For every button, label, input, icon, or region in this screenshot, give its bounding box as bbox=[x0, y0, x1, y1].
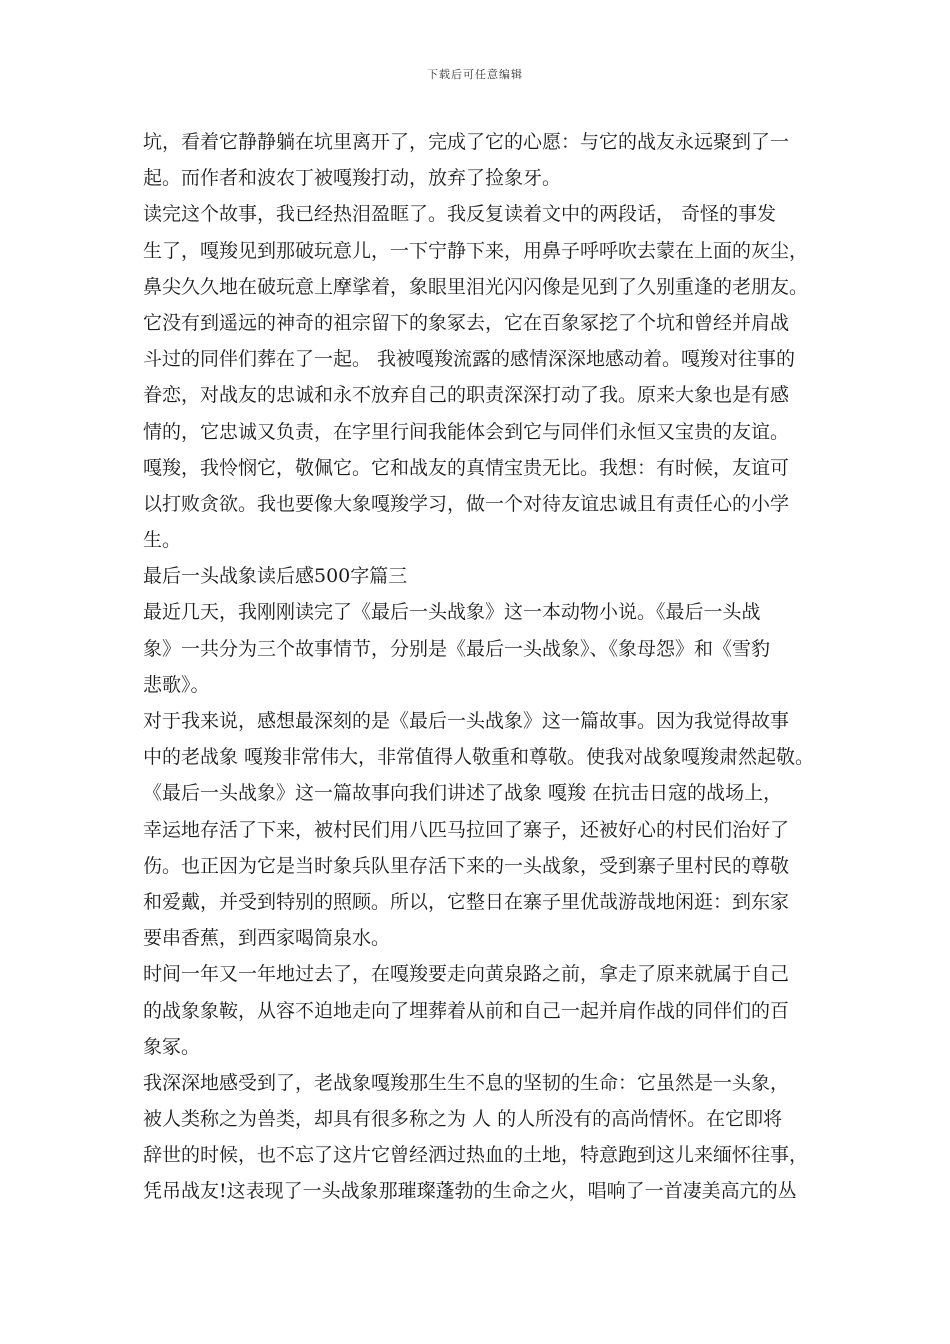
text-line: 嘎羧，我怜悯它，敬佩它。它和战友的真情宝贵无比。我想：有时候，友谊可 bbox=[143, 456, 790, 479]
text-line: 最近几天，我刚刚读完了《最后一头战象》这一本动物小说。《最后一头战 bbox=[143, 601, 761, 624]
text-line: 象》一共分为三个故事情节，分别是《最后一头战象》、《象母怨》和《雪豹 bbox=[143, 637, 771, 660]
text-line: 要串香蕉，到西家喝筒泉水。 bbox=[143, 927, 391, 950]
text-line: 生了，嘎羧见到那破玩意儿，一下宁静下来，用鼻子呼呼吹去蒙在上面的灰尘， bbox=[143, 239, 809, 262]
text-line: 时间一年又一年地过去了，在嘎羧要走向黄泉路之前，拿走了原来就属于自己 bbox=[143, 963, 790, 986]
text-line: 悲歌》。 bbox=[143, 673, 210, 696]
text-line: 凭吊战友!这表现了一头战象那璀璨蓬勃的生命之火，唱响了一首凄美高亢的丛 bbox=[143, 1180, 797, 1203]
text-line: 中的老战象 嘎羧非常伟大，非常值得人敬重和尊敬。使我对战象嘎羧肃然起敬。 bbox=[143, 746, 815, 769]
text-line: 伤。也正因为它是当时象兵队里存活下来的一头战象，受到寨子里村民的尊敬 bbox=[143, 854, 790, 877]
text-line: 幸运地存活了下来，被村民们用八匹马拉回了寨子，还被好心的村民们治好了 bbox=[143, 818, 790, 841]
text-line: 辞世的时候，也不忘了这片它曾经洒过热血的土地，特意跑到这儿来缅怀往事， bbox=[143, 1144, 809, 1167]
text-line: 鼻尖久久地在破玩意上摩挲着，象眼里泪光闪闪像是见到了久别重逢的老朋友。 bbox=[143, 275, 809, 298]
text-line: 被人类称之为兽类，却具有很多称之为 人 的人所没有的高尚情怀。在它即将 bbox=[143, 1108, 783, 1131]
text-line: 情的，它忠诚又负责，在字里行间我能体会到它与同伴们永恒又宝贵的友谊。 bbox=[143, 420, 790, 443]
text-line: 象冢。 bbox=[143, 1035, 201, 1058]
text-line: 生。 bbox=[143, 529, 182, 552]
text-line: 它没有到遥远的神奇的祖宗留下的象冢去，它在百象冢挖了个坑和曾经并肩战 bbox=[143, 311, 790, 334]
text-line: 的战象象鞍，从容不迫地走向了埋葬着从前和自己一起并肩作战的同伴们的百 bbox=[143, 999, 790, 1022]
page-header: 下载后可任意编辑 bbox=[427, 68, 523, 81]
text-line: 坑，看着它静静躺在坑里离开了，完成了它的心愿：与它的战友永远聚到了一 bbox=[143, 131, 790, 153]
text-line: 起。而作者和波农丁被嘎羧打动，放弃了捡象牙。 bbox=[143, 167, 562, 190]
text-line: 《最后一头战象》这一篇故事向我们讲述了战象 嘎羧 在抗击日寇的战场上， bbox=[143, 782, 783, 805]
text-line: 斗过的同伴们葬在了一起。 我被嘎羧流露的感情深深地感动着。嘎羧对往事的 bbox=[143, 348, 796, 371]
text-line: 和爱戴，并受到特别的照顾。所以，它整日在寨子里优哉游哉地闲逛：到东家 bbox=[143, 890, 790, 913]
text-line: 读完这个故事，我已经热泪盈眶了。我反复读着文中的两段话， 奇怪的事发 bbox=[143, 203, 777, 226]
text-line: 眷恋，对战友的忠诚和永不放弃自己的职责深深打动了我。原来大象也是有感 bbox=[143, 384, 790, 407]
document-body bbox=[143, 124, 823, 1210]
text-line: 对于我来说，感想最深刻的是《最后一头战象》这一篇故事。因为我觉得故事 bbox=[143, 710, 790, 732]
text-line: 我深深地感受到了，老战象嘎羧那生生不息的坚韧的生命：它虽然是一头象， bbox=[143, 1071, 790, 1094]
text-line: 以打败贪欲。我也要像大象嘎羧学习，做一个对待友谊忠诚且有责任心的小学 bbox=[143, 492, 790, 515]
text-line: 最后一头战象读后感500字篇三 bbox=[143, 565, 408, 588]
